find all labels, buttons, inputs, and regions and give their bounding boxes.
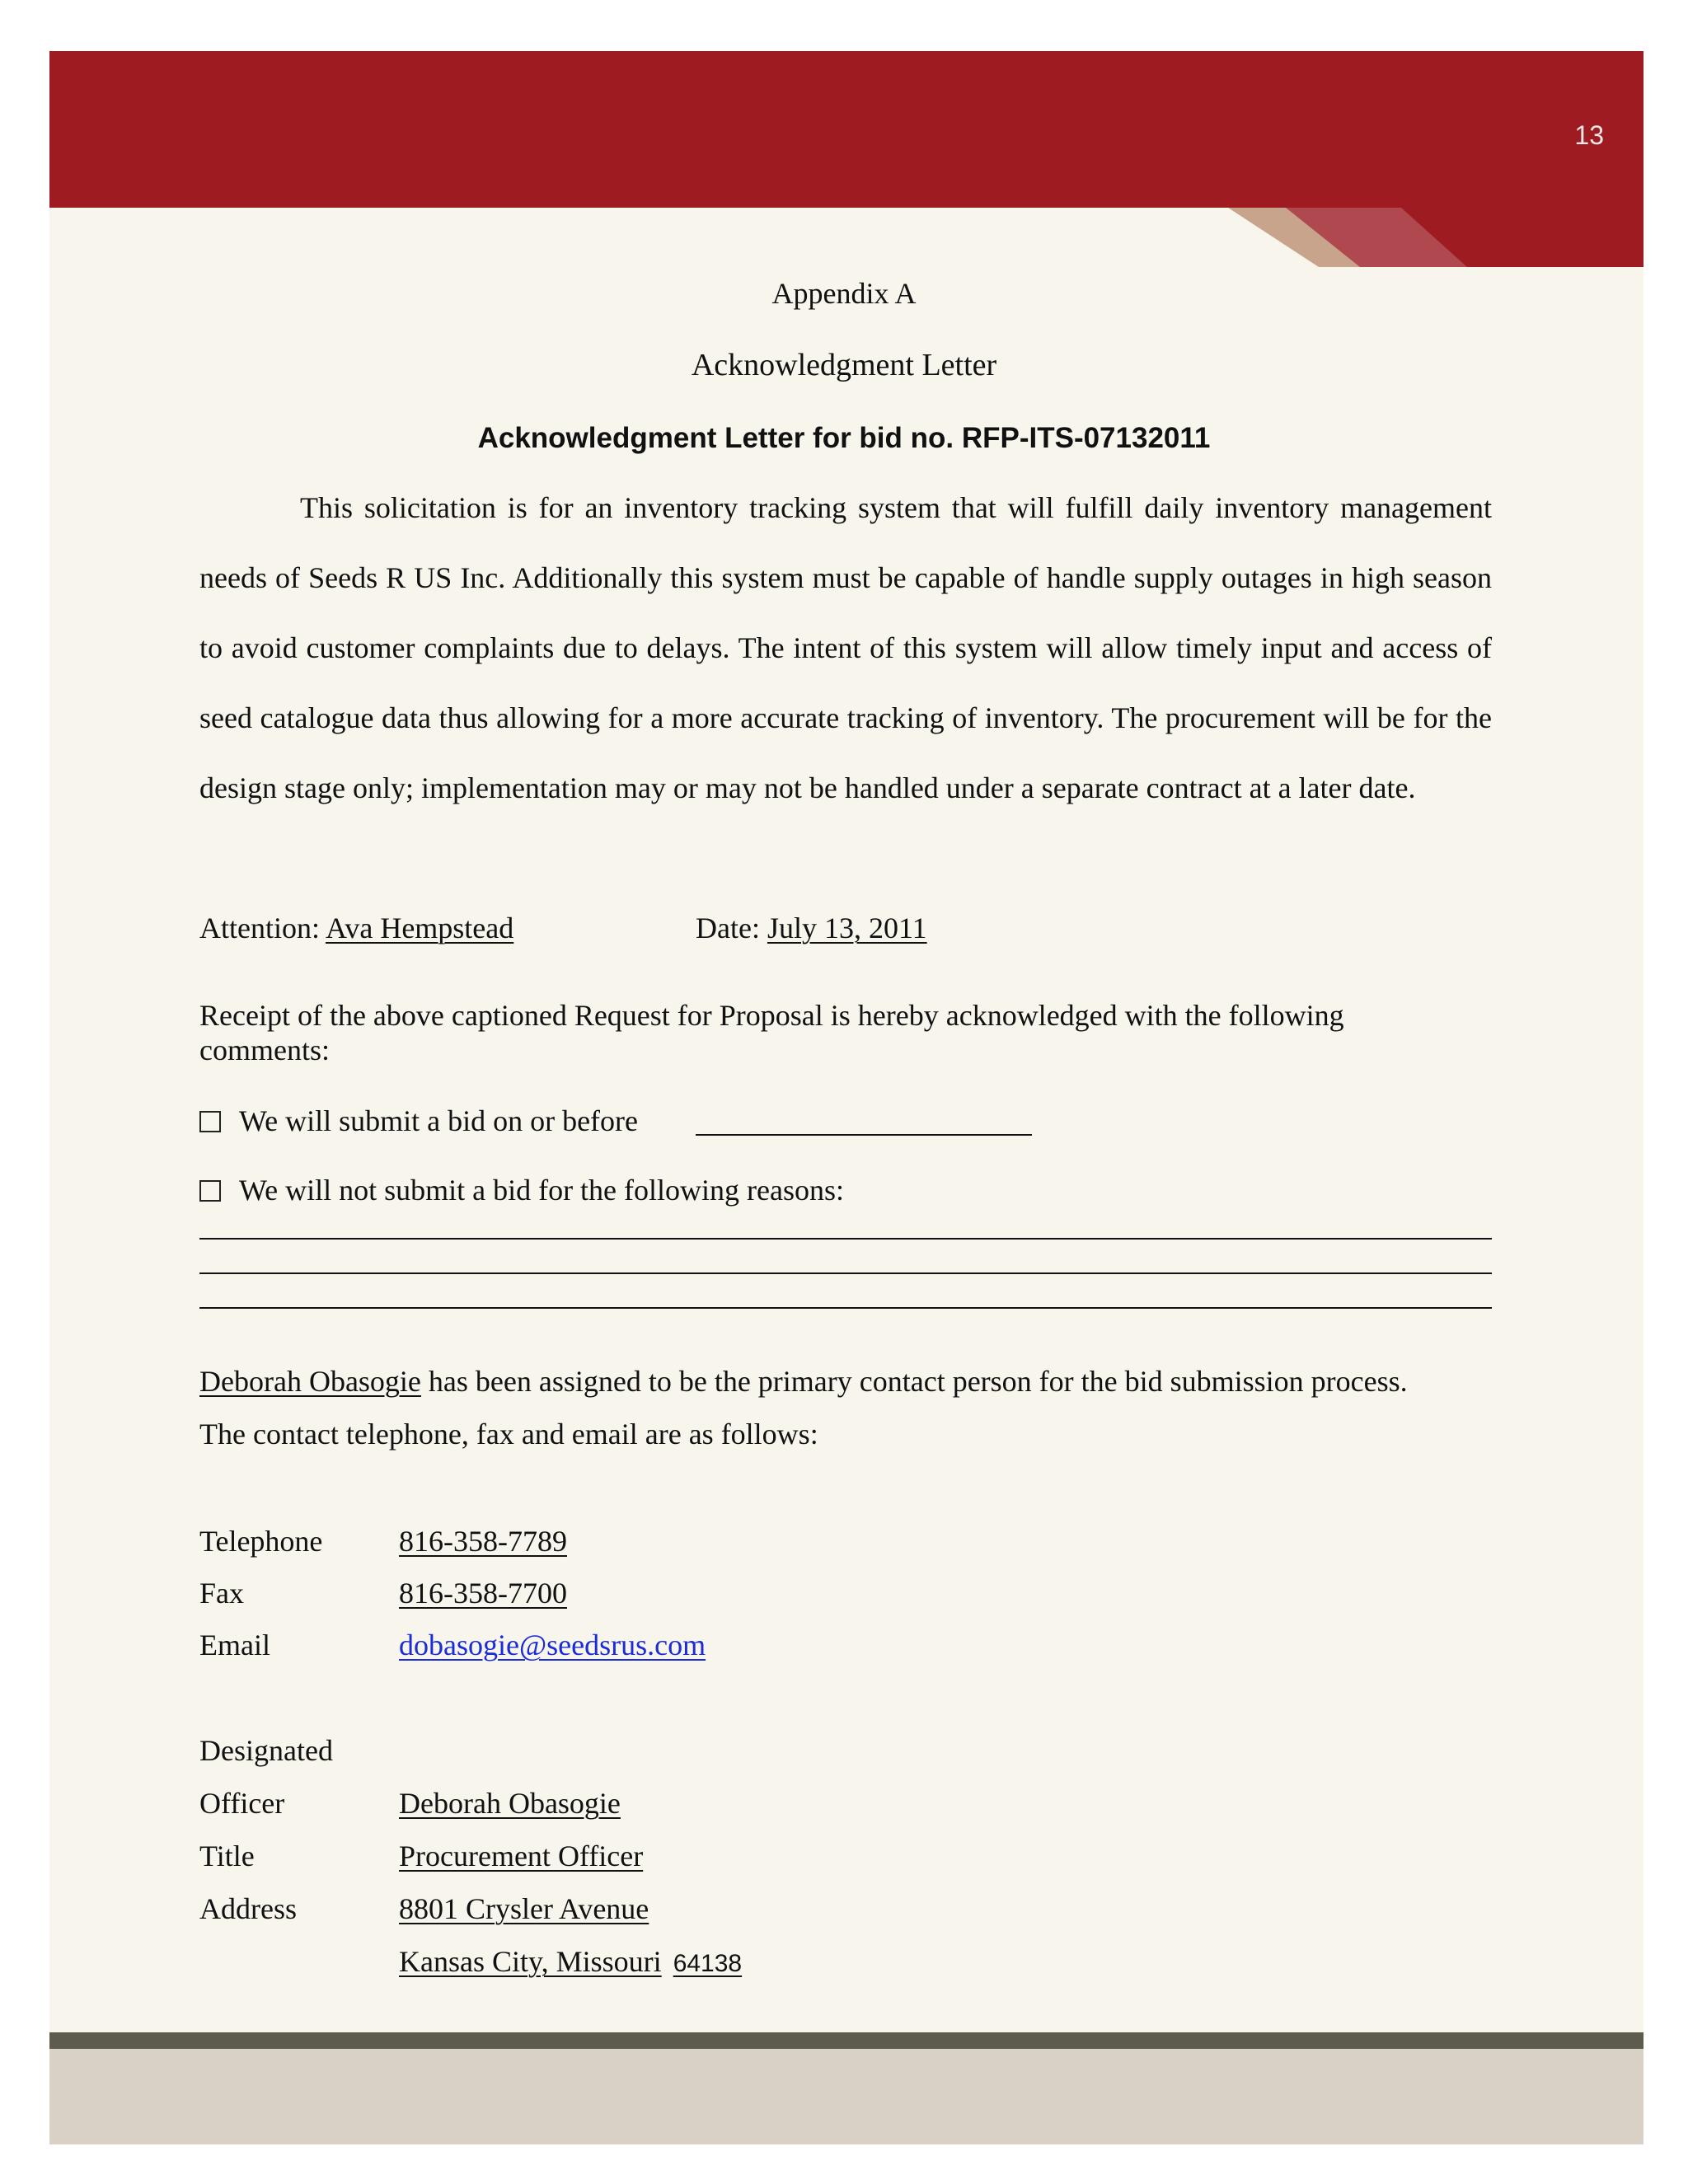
address-zip: 64138	[673, 1950, 743, 1977]
address-city-state: Kansas City, Missouri	[399, 1945, 662, 1978]
telephone-value: 816-358-7789	[399, 1525, 567, 1558]
email-link[interactable]: dobasogie@seedsrus.com	[399, 1629, 706, 1661]
footer-bar	[49, 2032, 1643, 2049]
title-label: Title	[199, 1840, 255, 1872]
telephone-label: Telephone	[199, 1525, 323, 1558]
receipt-text-line1: Receipt of the above captioned Request for Proposal is hereby acknowledged with the following	[199, 999, 1344, 1032]
appendix-label: Appendix A	[771, 277, 917, 310]
solicitation-paragraph	[199, 473, 1492, 823]
footer-band	[49, 2049, 1643, 2144]
reason-line-3[interactable]	[199, 1307, 1492, 1309]
contact-assigned-text: has been assigned to be the primary contact person for the bid submission process.	[428, 1365, 1408, 1398]
date-value: July 13, 2011	[767, 912, 927, 944]
officer-value: Deborah Obasogie	[399, 1787, 621, 1820]
attention-value: Ava Hempstead	[326, 912, 514, 944]
option-submit	[199, 1106, 638, 1136]
designated-label: Designated	[199, 1734, 333, 1767]
not-submit-checkbox[interactable]	[199, 1180, 221, 1202]
fax-value: 816-358-7700	[399, 1577, 567, 1610]
submit-label: We will submit a bid on or before	[239, 1104, 638, 1137]
page-number: 13	[1574, 120, 1604, 150]
title-value: Procurement Officer	[399, 1840, 644, 1872]
officer-label: Officer	[199, 1787, 285, 1820]
submit-checkbox[interactable]	[199, 1111, 221, 1132]
email-label: Email	[199, 1629, 270, 1661]
option-not-submit	[199, 1175, 844, 1205]
not-submit-label: We will not submit a bid for the following reasons:	[239, 1174, 844, 1207]
paragraph-text: This solicitation is for an inventory tracking system that will fulfill daily inventory management needs of Seeds R US Inc. Additionally this system must be capable of handle supply outages in high season to avoid customer complaints due to delays. The intent of this system will allow timely input and access of seed catalogue data thus allowing for a more accurate tracking of inventory. The procurement will be for the design stage only; implementation may or may not be handled under a separate contract at a later date.	[199, 491, 1492, 804]
date-line	[696, 913, 927, 943]
header-decoration	[49, 51, 1643, 267]
section-title: Acknowledgment Letter	[691, 348, 997, 382]
date-label: Date:	[696, 912, 760, 944]
fax-label: Fax	[199, 1577, 244, 1610]
reason-line-1[interactable]	[199, 1238, 1492, 1240]
address-line1: 8801 Crysler Avenue	[399, 1892, 649, 1925]
bid-title: Acknowledgment Letter for bid no. RFP-ITS-07132011	[477, 422, 1211, 454]
contact-follows-text: The contact telephone, fax and email are as follows:	[199, 1418, 818, 1451]
reason-line-2[interactable]	[199, 1272, 1492, 1274]
attention-label: Attention:	[199, 912, 320, 944]
address-line2	[399, 1947, 742, 1976]
receipt-text-line2: comments:	[199, 1033, 330, 1066]
submit-date-field[interactable]	[696, 1134, 1032, 1136]
attention-line	[199, 913, 513, 943]
contact-assigned-line	[199, 1366, 1408, 1396]
address-label: Address	[199, 1892, 297, 1925]
contact-name: Deborah Obasogie	[199, 1365, 421, 1398]
